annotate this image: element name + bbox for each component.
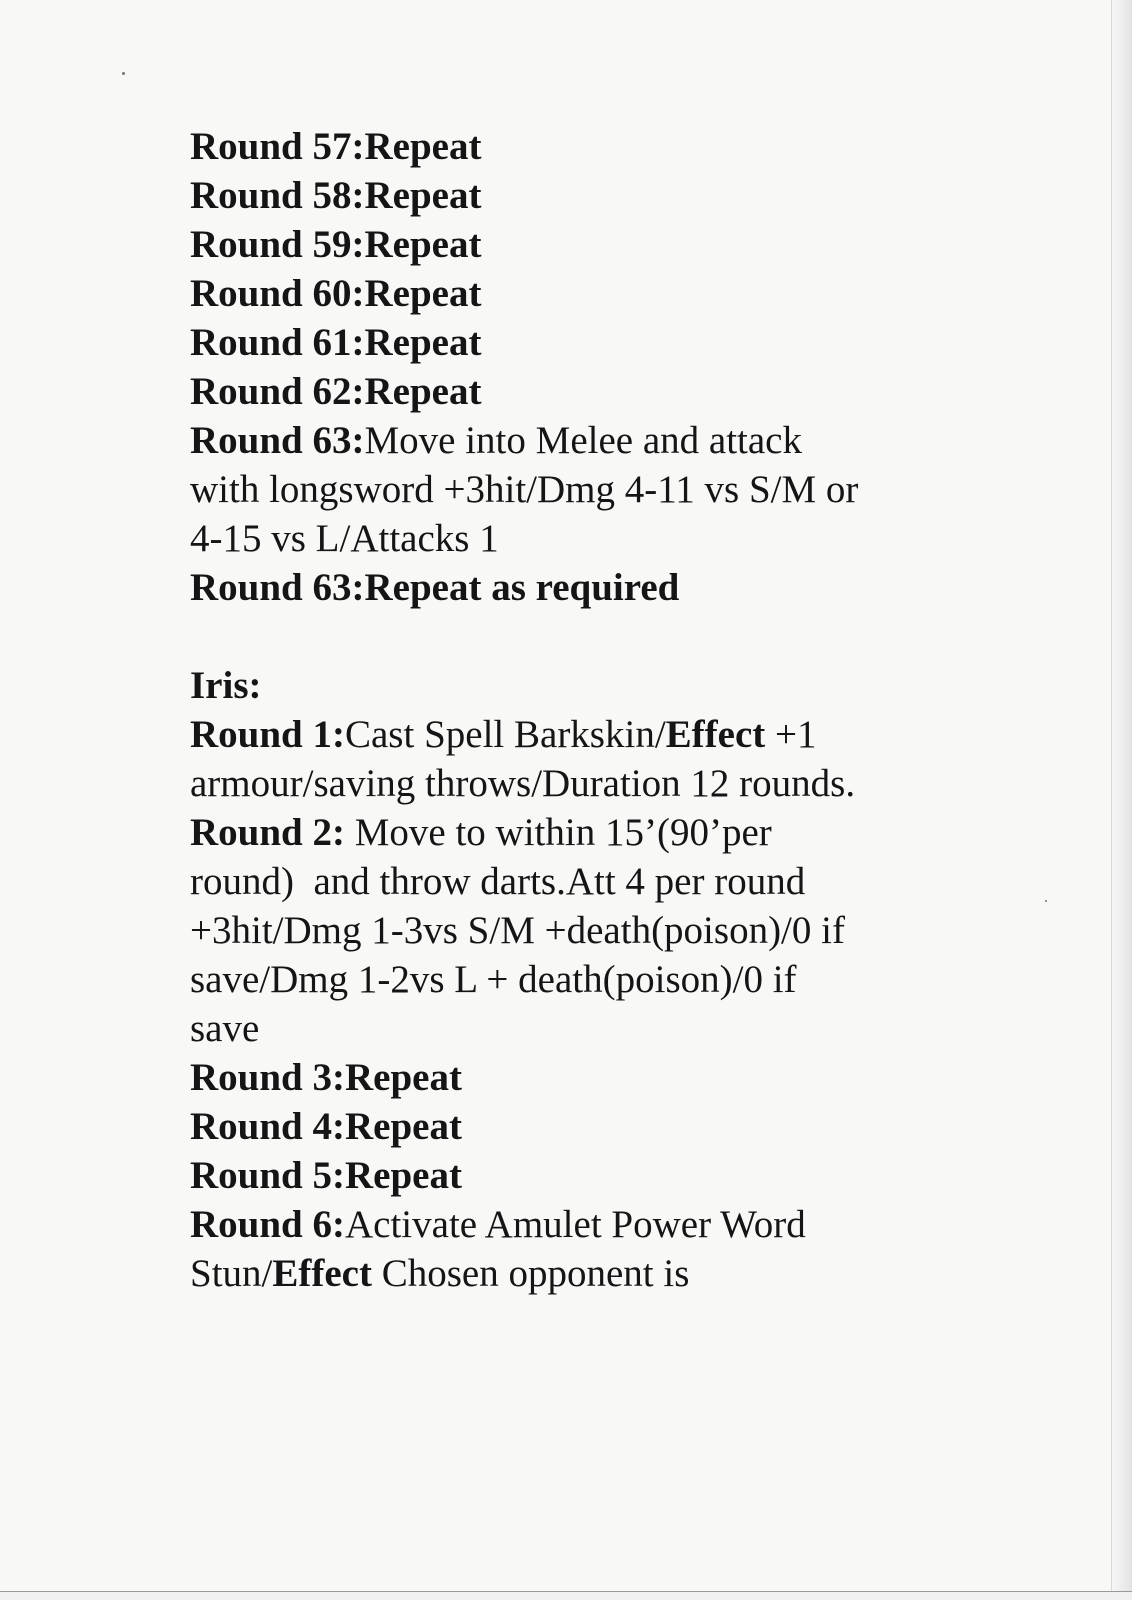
round-label: Round 5: <box>190 1154 345 1197</box>
section-gap <box>190 612 950 661</box>
round-text: Repeat as required <box>364 566 680 609</box>
iris-round-6 <box>190 1200 950 1249</box>
round-text: Repeat <box>344 1105 462 1148</box>
round-label: Round 60: <box>190 272 365 315</box>
character-heading: Iris: <box>190 664 262 707</box>
round-label: Round 3: <box>190 1056 345 1099</box>
round-text: Move to within 15’(90’per <box>344 811 772 854</box>
round-text: Stun/ <box>190 1252 273 1295</box>
iris-round-2 <box>190 808 950 857</box>
round-line-61 <box>190 318 950 367</box>
round-line-60 <box>190 269 950 318</box>
page-bottom-edge <box>0 1591 1132 1600</box>
scan-speck <box>1045 900 1047 902</box>
round-line-59 <box>190 220 950 269</box>
round-label: Round 2: <box>190 811 345 854</box>
round-label: Round 62: <box>190 370 365 413</box>
round-text: Repeat <box>364 174 482 217</box>
round-label: Round 59: <box>190 223 365 266</box>
round-text: Repeat <box>364 272 482 315</box>
effect-label: Effect <box>272 1252 372 1295</box>
round-label: Round 58: <box>190 174 365 217</box>
iris-round-2-continuation: save/Dmg 1-2vs L + death(poison)/0 if <box>190 958 797 1001</box>
round-line-57 <box>190 122 950 171</box>
page-edge-shadow <box>1110 0 1132 1600</box>
round-text: Repeat <box>344 1056 462 1099</box>
round-63-continuation: 4-15 vs L/Attacks 1 <box>190 517 499 560</box>
round-line-63-repeat <box>190 563 950 612</box>
round-label: Round 57: <box>190 125 365 168</box>
round-label: Round 1: <box>190 713 345 756</box>
scan-speck <box>122 72 125 75</box>
iris-round-2-continuation: +3hit/Dmg 1-3vs S/M +death(poison)/0 if <box>190 909 845 952</box>
effect-label: Effect <box>665 713 766 756</box>
round-text: Repeat <box>364 321 482 364</box>
round-text: Cast Spell Barkskin/ <box>344 713 666 756</box>
document-body <box>190 122 950 1298</box>
iris-round-3 <box>190 1053 950 1102</box>
round-line-58 <box>190 171 950 220</box>
iris-round-2-continuation: save <box>190 1007 260 1050</box>
iris-round-1 <box>190 710 950 759</box>
round-63-continuation: with longsword +3hit/Dmg 4-11 vs S/M or <box>190 468 859 511</box>
round-line-63 <box>190 416 950 465</box>
round-text: Repeat <box>364 370 482 413</box>
iris-round-5 <box>190 1151 950 1200</box>
iris-round-1-continuation: armour/saving throws/Duration 12 rounds. <box>190 762 856 805</box>
round-label: Round 63: <box>190 419 365 462</box>
round-text: Activate Amulet Power Word <box>344 1203 806 1246</box>
round-text: Chosen opponent is <box>371 1252 690 1295</box>
round-label: Round 61: <box>190 321 365 364</box>
round-text: Repeat <box>364 125 482 168</box>
iris-round-2-continuation: round) and throw darts.Att 4 per round <box>190 860 806 903</box>
round-text: Move into Melee and attack <box>364 419 802 462</box>
round-text: Repeat <box>344 1154 462 1197</box>
iris-round-6-continuation <box>190 1249 950 1298</box>
round-label: Round 63: <box>190 566 365 609</box>
round-text: Repeat <box>364 223 482 266</box>
round-text: +1 <box>765 713 817 756</box>
iris-round-4 <box>190 1102 950 1151</box>
round-label: Round 4: <box>190 1105 345 1148</box>
round-label: Round 6: <box>190 1203 345 1246</box>
round-line-62 <box>190 367 950 416</box>
